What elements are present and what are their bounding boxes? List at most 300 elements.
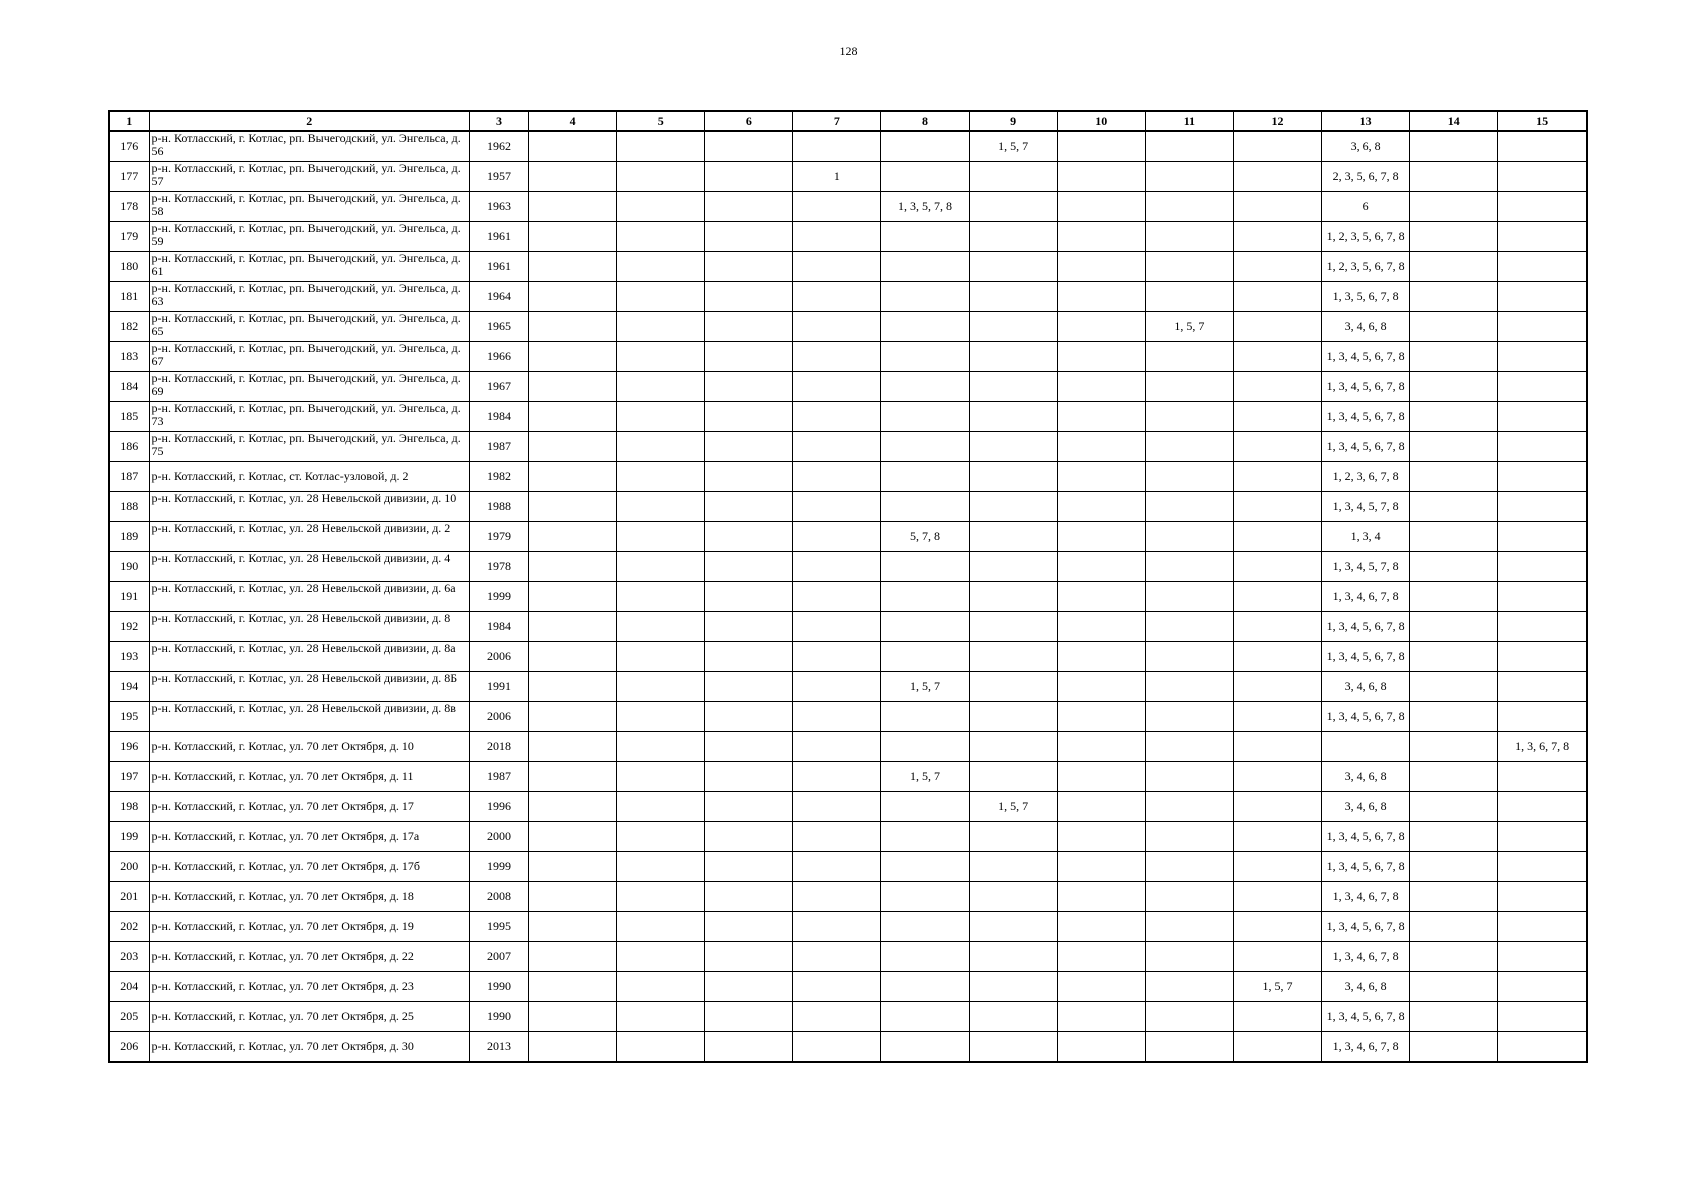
cell-address: р-н. Котласский, г. Котлас, рп. Вычегодский, ул. Энгельса, д. 59 — [149, 222, 469, 252]
table-row — [109, 222, 1587, 252]
cell-col-4 — [529, 912, 617, 942]
cell-row-number: 181 — [109, 282, 149, 312]
cell-col-6 — [705, 1032, 793, 1063]
cell-col-11 — [1145, 942, 1233, 972]
cell-col-11 — [1145, 372, 1233, 402]
cell-col-7 — [793, 432, 881, 462]
cell-col-10 — [1057, 852, 1145, 882]
cell-col-5 — [617, 672, 705, 702]
cell-col-12 — [1233, 822, 1321, 852]
table-body — [109, 131, 1587, 1062]
cell-col-5 — [617, 642, 705, 672]
cell-col-6 — [705, 912, 793, 942]
cell-year: 1990 — [469, 1002, 528, 1032]
column-header: 11 — [1145, 111, 1233, 131]
cell-col-6 — [705, 432, 793, 462]
cell-col-11 — [1145, 852, 1233, 882]
cell-col-10 — [1057, 522, 1145, 552]
cell-col-7 — [793, 942, 881, 972]
cell-col-7 — [793, 912, 881, 942]
cell-col-4 — [529, 462, 617, 492]
cell-col-12 — [1233, 582, 1321, 612]
cell-col-8 — [881, 342, 969, 372]
cell-year: 2007 — [469, 942, 528, 972]
cell-year: 1978 — [469, 552, 528, 582]
cell-col-5 — [617, 1002, 705, 1032]
cell-col-4 — [529, 642, 617, 672]
cell-col-11 — [1145, 642, 1233, 672]
cell-col-15 — [1498, 672, 1587, 702]
cell-col-9 — [969, 552, 1057, 582]
column-header: 12 — [1233, 111, 1321, 131]
cell-col-10 — [1057, 702, 1145, 732]
cell-col-7: 1 — [793, 162, 881, 192]
cell-col-7 — [793, 612, 881, 642]
cell-col-11 — [1145, 972, 1233, 1002]
column-header: 13 — [1322, 111, 1410, 131]
cell-col-15 — [1498, 342, 1587, 372]
cell-col-9 — [969, 282, 1057, 312]
cell-col-14 — [1410, 702, 1498, 732]
cell-address: р-н. Котласский, г. Котлас, рп. Вычегодский, ул. Энгельса, д. 65 — [149, 312, 469, 342]
cell-col-10 — [1057, 762, 1145, 792]
cell-col-6 — [705, 642, 793, 672]
cell-col-6 — [705, 972, 793, 1002]
cell-col-15 — [1498, 912, 1587, 942]
table-row — [109, 612, 1587, 642]
cell-address: р-н. Котласский, г. Котлас, ул. 28 Невельской дивизии, д. 10 — [149, 492, 469, 522]
cell-col-13: 3, 6, 8 — [1322, 131, 1410, 162]
cell-col-6 — [705, 852, 793, 882]
cell-col-8 — [881, 222, 969, 252]
cell-col-8: 1, 5, 7 — [881, 762, 969, 792]
cell-col-7 — [793, 192, 881, 222]
cell-col-9 — [969, 192, 1057, 222]
cell-col-11 — [1145, 131, 1233, 162]
cell-col-15 — [1498, 312, 1587, 342]
cell-col-10 — [1057, 1002, 1145, 1032]
cell-col-10 — [1057, 552, 1145, 582]
cell-address: р-н. Котласский, г. Котлас, ул. 70 лет Октября, д. 22 — [149, 942, 469, 972]
cell-col-14 — [1410, 582, 1498, 612]
cell-col-9 — [969, 1002, 1057, 1032]
cell-col-9 — [969, 942, 1057, 972]
cell-col-8 — [881, 612, 969, 642]
cell-col-7 — [793, 492, 881, 522]
cell-col-12 — [1233, 642, 1321, 672]
cell-col-13: 1, 3, 4, 5, 6, 7, 8 — [1322, 402, 1410, 432]
cell-col-4 — [529, 162, 617, 192]
cell-col-11 — [1145, 222, 1233, 252]
cell-col-9 — [969, 822, 1057, 852]
column-header: 6 — [705, 111, 793, 131]
cell-year: 1979 — [469, 522, 528, 552]
cell-col-14 — [1410, 942, 1498, 972]
cell-col-11 — [1145, 432, 1233, 462]
cell-address: р-н. Котласский, г. Котлас, рп. Вычегодский, ул. Энгельса, д. 63 — [149, 282, 469, 312]
cell-address: р-н. Котласский, г. Котлас, ул. 70 лет Октября, д. 11 — [149, 762, 469, 792]
cell-row-number: 188 — [109, 492, 149, 522]
cell-col-9 — [969, 912, 1057, 942]
cell-col-14 — [1410, 131, 1498, 162]
cell-col-11 — [1145, 522, 1233, 552]
cell-col-10 — [1057, 342, 1145, 372]
cell-col-15 — [1498, 942, 1587, 972]
cell-col-7 — [793, 552, 881, 582]
cell-col-8 — [881, 912, 969, 942]
cell-col-15 — [1498, 792, 1587, 822]
cell-address: р-н. Котласский, г. Котлас, ул. 70 лет Октября, д. 17а — [149, 822, 469, 852]
cell-col-8 — [881, 252, 969, 282]
cell-col-7 — [793, 672, 881, 702]
cell-col-5 — [617, 522, 705, 552]
cell-col-7 — [793, 762, 881, 792]
cell-row-number: 185 — [109, 402, 149, 432]
cell-col-11 — [1145, 762, 1233, 792]
cell-col-12 — [1233, 342, 1321, 372]
table-row — [109, 972, 1587, 1002]
cell-col-13: 2, 3, 5, 6, 7, 8 — [1322, 162, 1410, 192]
column-header: 7 — [793, 111, 881, 131]
cell-row-number: 186 — [109, 432, 149, 462]
cell-year: 1966 — [469, 342, 528, 372]
cell-col-12 — [1233, 612, 1321, 642]
table-row — [109, 492, 1587, 522]
cell-col-5 — [617, 552, 705, 582]
cell-row-number: 205 — [109, 1002, 149, 1032]
cell-col-15: 1, 3, 6, 7, 8 — [1498, 732, 1587, 762]
cell-address: р-н. Котласский, г. Котлас, ул. 70 лет Октября, д. 25 — [149, 1002, 469, 1032]
cell-col-14 — [1410, 972, 1498, 1002]
cell-col-4 — [529, 282, 617, 312]
cell-col-14 — [1410, 402, 1498, 432]
cell-col-11 — [1145, 582, 1233, 612]
cell-col-11 — [1145, 1002, 1233, 1032]
cell-col-10 — [1057, 792, 1145, 822]
table-row — [109, 882, 1587, 912]
cell-col-12 — [1233, 702, 1321, 732]
cell-col-4 — [529, 612, 617, 642]
cell-col-14 — [1410, 192, 1498, 222]
cell-col-10 — [1057, 1032, 1145, 1063]
cell-col-14 — [1410, 912, 1498, 942]
cell-address: р-н. Котласский, г. Котлас, ул. 28 Невельской дивизии, д. 8 — [149, 612, 469, 642]
cell-col-10 — [1057, 642, 1145, 672]
cell-col-9 — [969, 882, 1057, 912]
cell-col-15 — [1498, 222, 1587, 252]
cell-year: 1988 — [469, 492, 528, 522]
cell-col-5 — [617, 432, 705, 462]
cell-col-9 — [969, 372, 1057, 402]
cell-col-8 — [881, 792, 969, 822]
cell-col-7 — [793, 402, 881, 432]
cell-col-13: 1, 3, 4, 5, 6, 7, 8 — [1322, 912, 1410, 942]
cell-col-11 — [1145, 192, 1233, 222]
cell-col-12 — [1233, 762, 1321, 792]
cell-col-4 — [529, 222, 617, 252]
cell-address: р-н. Котласский, г. Котлас, ул. 70 лет Октября, д. 23 — [149, 972, 469, 1002]
cell-col-13: 1, 2, 3, 6, 7, 8 — [1322, 462, 1410, 492]
cell-year: 1965 — [469, 312, 528, 342]
cell-row-number: 177 — [109, 162, 149, 192]
cell-col-12 — [1233, 252, 1321, 282]
cell-year: 1984 — [469, 402, 528, 432]
cell-col-8 — [881, 162, 969, 192]
cell-col-10 — [1057, 252, 1145, 282]
cell-col-13: 1, 3, 4, 5, 6, 7, 8 — [1322, 702, 1410, 732]
cell-col-6 — [705, 792, 793, 822]
cell-address: р-н. Котласский, г. Котлас, рп. Вычегодский, ул. Энгельса, д. 73 — [149, 402, 469, 432]
cell-row-number: 190 — [109, 552, 149, 582]
cell-col-14 — [1410, 672, 1498, 702]
cell-col-8: 1, 5, 7 — [881, 672, 969, 702]
column-header: 1 — [109, 111, 149, 131]
cell-col-12 — [1233, 192, 1321, 222]
cell-row-number: 191 — [109, 582, 149, 612]
cell-col-6 — [705, 822, 793, 852]
cell-col-5 — [617, 282, 705, 312]
cell-col-6 — [705, 162, 793, 192]
cell-row-number: 203 — [109, 942, 149, 972]
cell-year: 1961 — [469, 222, 528, 252]
cell-col-11 — [1145, 672, 1233, 702]
table-row — [109, 942, 1587, 972]
cell-col-13: 1, 3, 4, 5, 7, 8 — [1322, 552, 1410, 582]
cell-col-14 — [1410, 462, 1498, 492]
cell-col-5 — [617, 372, 705, 402]
cell-row-number: 179 — [109, 222, 149, 252]
cell-row-number: 204 — [109, 972, 149, 1002]
cell-col-13: 1, 3, 4, 5, 6, 7, 8 — [1322, 612, 1410, 642]
cell-address: р-н. Котласский, г. Котлас, рп. Вычегодский, ул. Энгельса, д. 67 — [149, 342, 469, 372]
table-row — [109, 1002, 1587, 1032]
cell-col-6 — [705, 882, 793, 912]
cell-col-6 — [705, 522, 793, 552]
cell-col-9 — [969, 222, 1057, 252]
cell-col-13: 6 — [1322, 192, 1410, 222]
cell-col-7 — [793, 342, 881, 372]
cell-col-13: 1, 3, 4, 5, 6, 7, 8 — [1322, 372, 1410, 402]
cell-col-4 — [529, 822, 617, 852]
cell-col-8 — [881, 882, 969, 912]
table-row — [109, 552, 1587, 582]
cell-year: 2008 — [469, 882, 528, 912]
cell-address: р-н. Котласский, г. Котлас, ул. 28 Невельской дивизии, д. 6а — [149, 582, 469, 612]
cell-col-14 — [1410, 612, 1498, 642]
cell-year: 2000 — [469, 822, 528, 852]
cell-col-4 — [529, 131, 617, 162]
table-row — [109, 252, 1587, 282]
cell-col-11 — [1145, 162, 1233, 192]
cell-col-9 — [969, 972, 1057, 1002]
cell-col-7 — [793, 312, 881, 342]
cell-col-4 — [529, 342, 617, 372]
cell-col-5 — [617, 192, 705, 222]
cell-col-15 — [1498, 612, 1587, 642]
table-row — [109, 762, 1587, 792]
table-row — [109, 162, 1587, 192]
cell-col-8 — [881, 1002, 969, 1032]
cell-col-13: 3, 4, 6, 8 — [1322, 792, 1410, 822]
cell-col-7 — [793, 522, 881, 552]
cell-address: р-н. Котласский, г. Котлас, ул. 28 Невельской дивизии, д. 8в — [149, 702, 469, 732]
cell-col-13: 1, 3, 4, 5, 7, 8 — [1322, 492, 1410, 522]
cell-address: р-н. Котласский, г. Котлас, рп. Вычегодский, ул. Энгельса, д. 58 — [149, 192, 469, 222]
cell-col-10 — [1057, 131, 1145, 162]
cell-col-4 — [529, 432, 617, 462]
table-row — [109, 131, 1587, 162]
cell-col-11 — [1145, 402, 1233, 432]
cell-col-11 — [1145, 912, 1233, 942]
cell-col-11 — [1145, 612, 1233, 642]
cell-col-10 — [1057, 432, 1145, 462]
cell-col-7 — [793, 222, 881, 252]
column-header: 8 — [881, 111, 969, 131]
cell-col-8 — [881, 852, 969, 882]
cell-col-14 — [1410, 312, 1498, 342]
cell-col-5 — [617, 882, 705, 912]
cell-col-6 — [705, 672, 793, 702]
cell-col-11 — [1145, 282, 1233, 312]
cell-address: р-н. Котласский, г. Котлас, ул. 28 Невельской дивизии, д. 8а — [149, 642, 469, 672]
cell-col-15 — [1498, 372, 1587, 402]
cell-col-15 — [1498, 582, 1587, 612]
cell-col-9: 1, 5, 7 — [969, 131, 1057, 162]
cell-col-10 — [1057, 282, 1145, 312]
table-row — [109, 342, 1587, 372]
cell-col-6 — [705, 192, 793, 222]
cell-col-15 — [1498, 462, 1587, 492]
cell-col-4 — [529, 192, 617, 222]
cell-col-5 — [617, 702, 705, 732]
cell-address: р-н. Котласский, г. Котлас, ул. 70 лет Октября, д. 30 — [149, 1032, 469, 1063]
cell-col-15 — [1498, 282, 1587, 312]
cell-row-number: 195 — [109, 702, 149, 732]
cell-col-14 — [1410, 372, 1498, 402]
cell-col-9 — [969, 252, 1057, 282]
cell-year: 1961 — [469, 252, 528, 282]
cell-col-11 — [1145, 1032, 1233, 1063]
cell-col-15 — [1498, 972, 1587, 1002]
cell-col-14 — [1410, 162, 1498, 192]
cell-col-13: 3, 4, 6, 8 — [1322, 312, 1410, 342]
cell-col-12 — [1233, 372, 1321, 402]
cell-col-12 — [1233, 432, 1321, 462]
cell-col-6 — [705, 1002, 793, 1032]
cell-col-9 — [969, 432, 1057, 462]
cell-col-7 — [793, 131, 881, 162]
cell-col-13: 3, 4, 6, 8 — [1322, 972, 1410, 1002]
cell-col-12 — [1233, 462, 1321, 492]
cell-col-12 — [1233, 732, 1321, 762]
cell-col-7 — [793, 732, 881, 762]
cell-row-number: 193 — [109, 642, 149, 672]
cell-col-11: 1, 5, 7 — [1145, 312, 1233, 342]
cell-address: р-н. Котласский, г. Котлас, ул. 28 Невельской дивизии, д. 4 — [149, 552, 469, 582]
cell-col-12 — [1233, 312, 1321, 342]
cell-row-number: 183 — [109, 342, 149, 372]
table-row — [109, 282, 1587, 312]
cell-col-13: 1, 3, 5, 6, 7, 8 — [1322, 282, 1410, 312]
cell-col-14 — [1410, 522, 1498, 552]
table-row — [109, 192, 1587, 222]
cell-col-5 — [617, 972, 705, 1002]
cell-col-7 — [793, 792, 881, 822]
cell-col-5 — [617, 1032, 705, 1063]
cell-col-7 — [793, 252, 881, 282]
cell-col-14 — [1410, 1032, 1498, 1063]
cell-col-8 — [881, 492, 969, 522]
table-row — [109, 462, 1587, 492]
cell-year: 1999 — [469, 852, 528, 882]
cell-col-12 — [1233, 552, 1321, 582]
cell-row-number: 184 — [109, 372, 149, 402]
cell-col-6 — [705, 552, 793, 582]
cell-col-10 — [1057, 672, 1145, 702]
cell-col-9 — [969, 522, 1057, 552]
cell-col-13: 1, 3, 4, 6, 7, 8 — [1322, 1032, 1410, 1063]
cell-col-5 — [617, 852, 705, 882]
cell-col-15 — [1498, 402, 1587, 432]
cell-col-5 — [617, 912, 705, 942]
cell-col-12 — [1233, 672, 1321, 702]
cell-col-7 — [793, 882, 881, 912]
cell-col-10 — [1057, 912, 1145, 942]
cell-year: 1991 — [469, 672, 528, 702]
cell-row-number: 178 — [109, 192, 149, 222]
cell-col-14 — [1410, 822, 1498, 852]
cell-col-15 — [1498, 131, 1587, 162]
cell-col-5 — [617, 462, 705, 492]
cell-address: р-н. Котласский, г. Котлас, ул. 70 лет Октября, д. 18 — [149, 882, 469, 912]
header-row — [109, 111, 1587, 131]
cell-col-10 — [1057, 732, 1145, 762]
cell-col-8 — [881, 582, 969, 612]
cell-year: 1990 — [469, 972, 528, 1002]
cell-col-4 — [529, 552, 617, 582]
cell-col-9: 1, 5, 7 — [969, 792, 1057, 822]
column-header: 2 — [149, 111, 469, 131]
cell-col-5 — [617, 312, 705, 342]
table-row — [109, 852, 1587, 882]
cell-col-5 — [617, 732, 705, 762]
cell-col-9 — [969, 612, 1057, 642]
table-row — [109, 372, 1587, 402]
cell-col-15 — [1498, 432, 1587, 462]
cell-year: 2018 — [469, 732, 528, 762]
cell-col-11 — [1145, 252, 1233, 282]
cell-col-5 — [617, 252, 705, 282]
cell-col-6 — [705, 252, 793, 282]
cell-col-15 — [1498, 762, 1587, 792]
cell-col-5 — [617, 792, 705, 822]
cell-year: 1963 — [469, 192, 528, 222]
cell-col-13: 1, 2, 3, 5, 6, 7, 8 — [1322, 252, 1410, 282]
cell-row-number: 192 — [109, 612, 149, 642]
cell-col-7 — [793, 822, 881, 852]
cell-col-11 — [1145, 552, 1233, 582]
cell-col-11 — [1145, 882, 1233, 912]
cell-col-9 — [969, 1032, 1057, 1063]
cell-col-13 — [1322, 732, 1410, 762]
cell-row-number: 206 — [109, 1032, 149, 1063]
cell-col-6 — [705, 762, 793, 792]
cell-address: р-н. Котласский, г. Котлас, рп. Вычегодский, ул. Энгельса, д. 69 — [149, 372, 469, 402]
cell-col-6 — [705, 282, 793, 312]
cell-col-8 — [881, 432, 969, 462]
cell-row-number: 200 — [109, 852, 149, 882]
cell-col-14 — [1410, 432, 1498, 462]
